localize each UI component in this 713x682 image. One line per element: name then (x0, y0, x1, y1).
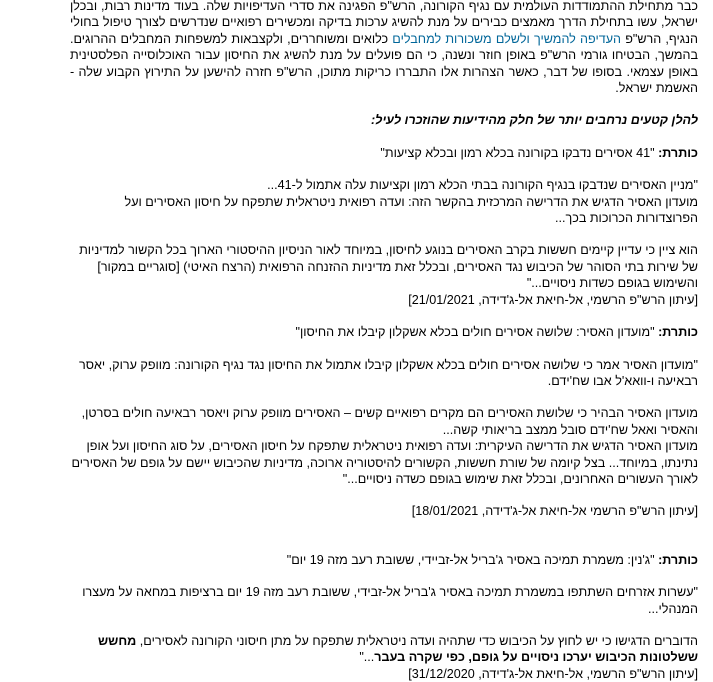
quote-2-b: מועדון האסיר הבהיר כי שלושת האסירים הם מקרים רפואיים קשים – האסירים מוופק ערוק ויאסר רבאיעה חולים בסרטן, והאסיר ואאל שח'ידם סובל ממצב בריאותי קשה... (81, 406, 698, 437)
quote-1-a: "מניין האסירים שנדבקו בנגיף הקורונה בבתי הכלא רמון וקציעות עלה אתמול ל-41... (267, 178, 698, 193)
quote-2-c: מועדון האסיר הדגיש את הדרישה העיקרית: ועדה רפואית ניטראלית שתפקח על חיסון האסירים, על סוג החיסון ועל אופן נתינתו, במיוחד... בצל קיומה של שורת חששות, הקשורים להיסטוריה ארוכה, מדיניות שהכיבוש יישם על גופם של האסירים לאורך העשורים האחרונים, ובכלל זאת שימוש בגופם כשדה ניסויים..." (71, 439, 698, 486)
headline-1 (70, 145, 698, 161)
quote-3-b (70, 633, 698, 666)
headline-text: "41 אסירים נדבקו בקורונה בכלא רמון ובכלא קציעות" (380, 145, 659, 160)
quote-3-b-emphasis: מחשש ששלטונות הכיבוש יערכו ניסויים על גופם, כפי שקרה בעבר (98, 633, 698, 665)
intro-paragraph (70, 0, 698, 96)
quote-3-b-text: הדוברים הדגישו כי יש לחוץ על הכיבוש כדי שתהיה ועדה ניטראלית שתפקח על מתן חיסוני הקורונה לאסירים, (136, 633, 698, 648)
quote-2-a: "מועדון האסיר אמר כי שלושה אסירים חולים בכלא אשקלון קיבלו אתמול את החיסון נגד נגיף הקורונה: מוופק ערוק, יאסר רבאיעה ו-וואא'ל אבו שח'ידם. (79, 357, 698, 388)
source-2: [עיתון הרש"פ הרשמי אל-חיאת אל-ג'דידה, 18/01/2021] (411, 504, 698, 519)
lead-heading: להלן קטעים נרחבים יותר של חלק מהידיעות שהוזכרו לעיל: (370, 113, 698, 128)
quote-3-a: "עשרות אזרחים השתתפו במשמרת תמיכה באסיר ג'בריל אל-זבידי, ששובת רעב מזה 19 יום ברציפות במחאה על מעצרו המנהלי... (82, 585, 698, 616)
quote-3-b-end: ..." (359, 650, 375, 665)
headline-label: כותרת: (658, 552, 698, 567)
headline-label: כותרת: (658, 145, 698, 160)
headline-label: כותרת: (658, 325, 698, 340)
headline-3 (70, 552, 698, 568)
headline-2 (70, 324, 698, 340)
source-1: [עיתון הרש"פ הרשמי, אל-חיאת אל-ג'דידה, 21/01/2021] (408, 292, 698, 307)
source-3: [עיתון הרש"פ הרשמי, אל-חיאת אל-ג'דידה, 31/12/2020] (408, 666, 698, 681)
quote-1-c: הוא ציין כי עדיין קיימים חששות בקרב האסירים בנוגע לחיסון, במיוחד לאור הניסיון ההיסטורי הארוך בכל הקשור למדיניות של שירות בתי הסוהר של הכיבוש נגד האסירים, ובכלל זאת מדיניות ההזנחה הרפואית (הרצח האיטי) [סוגריים במקור] והשימוש בגופם כשדות ניסויים..." (79, 243, 698, 291)
headline-text: "מועדון האסיר: שלושה אסירים חולים בכלא אשקלון קיבלו את החיסון" (295, 325, 659, 340)
intro-text-start: כבר מתחילת ההתמודדות העולמית עם נגיף הקורונה, הרש"פ הפגינה את סדרי העדיפויות שלה. בעוד מדינות רבות, ובכלן ישראל, עשו בתחילת הדרך מאמצים כבירים על מנת להשיג ערכות בדיקה ומכשירים רפואיים שנדרשים לצורך טיפול בחולי הנגיף, הרש"פ (70, 0, 698, 46)
headline-text: "ג'נין: משמרת תמיכה באסיר ג'בריל אל-זביידי, ששובת רעב מזה 19 יום" (286, 552, 659, 567)
intro-text-end: כלואים ומשוחררים, ולקצבאות למשפחות המחבלים ההרוגים. בהמשך, הבטיחו גורמי הרש"פ באופן חוזר ונשנה, כי הם פועלים על מנת להשיג את החיסון עבור האוכלוסייה הפלסטינית באופן עצמאי. בסופו של דבר, כאשר הצהרות אלו התבררו כריקות מתוכן, הרש"פ חזרה להישען על התירוץ הקבוע שלה - האשמת ישראל. (70, 31, 698, 96)
intro-link[interactable]: העדיפה להמשיך ולשלם משכורות למחבלים (392, 31, 622, 46)
quote-1-b: מועדון האסיר הדגיש את הדרישה המרכזית בהקשר הזה: ועדה רפואית ניטראלית שתפקח על חיסון האסירים ועל הפרוצדורות הכרוכות בכך... (124, 194, 698, 226)
